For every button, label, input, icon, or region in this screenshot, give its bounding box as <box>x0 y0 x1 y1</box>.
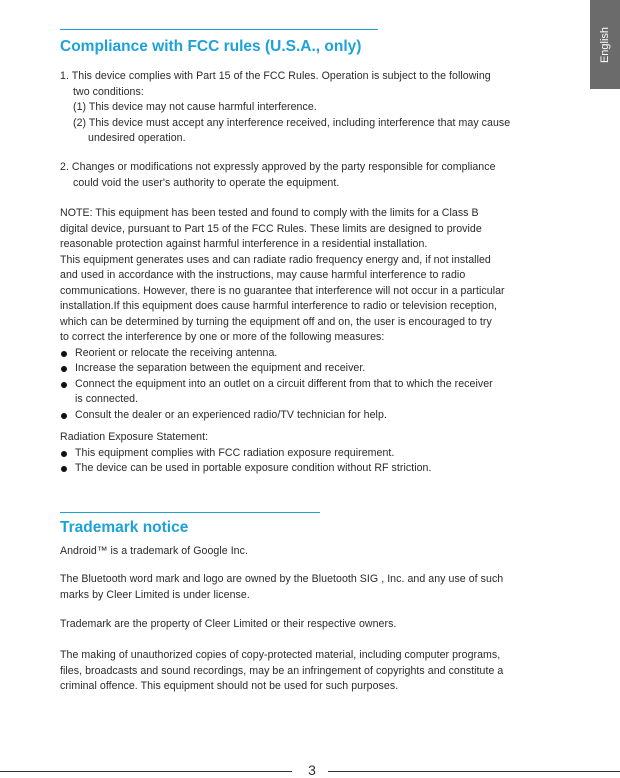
language-tab-label: English <box>599 26 611 63</box>
measure-item <box>60 377 570 393</box>
trademark-divider <box>60 512 320 513</box>
measure-item <box>60 361 570 377</box>
measure-item <box>60 408 570 424</box>
text-line: The making of unauthorized copies of copy-protected material, including computer programs, <box>60 649 501 661</box>
radiation-statement <box>60 430 570 477</box>
trademark-bluetooth <box>60 572 570 603</box>
text-line: Android™ is a trademark of Google Inc. <box>60 545 248 557</box>
text-line: installation.If this equipment does cause harmful interference to radio or television reception, <box>60 300 498 312</box>
fcc-item-1 <box>60 69 570 147</box>
measure-text: Increase the separation between the equipment and receiver. <box>75 362 366 374</box>
measure-continuation: is connected. <box>75 393 139 405</box>
text-line: reasonable protection against harmful interference in a residential installation. <box>60 238 428 250</box>
bullet-icon <box>61 351 67 357</box>
footer-rule-right <box>328 771 620 772</box>
bullet-icon <box>61 466 67 472</box>
radiation-title: Radiation Exposure Statement: <box>60 431 209 443</box>
bullet-icon <box>61 451 67 457</box>
text-line: communications. However, there is no guarantee that interference will not occur in a particular <box>60 284 505 297</box>
measure-text: Reorient or relocate the receiving antenna. <box>75 346 278 359</box>
text-line: and used in accordance with the instructions, may cause harmful interference to radio <box>60 269 466 281</box>
text-line: files, broadcasts and sound recordings, may be an infringement of copyrights and constitute a <box>60 664 504 677</box>
page-number: 3 <box>300 762 324 778</box>
bullet-icon <box>61 413 67 419</box>
text-line: marks by Cleer Limited is under license. <box>60 588 250 601</box>
trademark-property <box>60 617 570 633</box>
radiation-item <box>60 446 570 462</box>
text-line: to correct the interference by one or more of the following measures: <box>60 331 385 343</box>
text-line: This equipment generates uses and can radiate radio frequency energy and, if not installed <box>60 253 491 266</box>
radiation-text: This equipment complies with FCC radiation exposure requirement. <box>75 446 395 459</box>
text-line: The Bluetooth word mark and logo are owned by the Bluetooth SIG , Inc. and any use of such <box>60 573 504 585</box>
text-line: undesired operation. <box>88 132 186 144</box>
radiation-text: The device can be used in portable exposure condition without RF striction. <box>75 462 432 474</box>
fcc-heading: Compliance with FCC rules (U.S.A., only) <box>60 38 362 55</box>
text-line: (2) This device must accept any interference received, including interference that may cause <box>73 116 511 129</box>
text-line: Trademark are the property of Cleer Limited or their respective owners. <box>60 618 397 630</box>
language-tab <box>590 0 620 89</box>
text-line: NOTE: This equipment has been tested and found to comply with the limits for a Class B <box>60 207 479 219</box>
measure-text: Consult the dealer or an experienced radio/TV technician for help. <box>75 408 387 421</box>
text-line: criminal offence. This equipment should not be used for such purposes. <box>60 680 399 692</box>
measure-text: Connect the equipment into an outlet on a circuit different from that to which the receiver <box>75 377 493 390</box>
text-line: digital device, pursuant to Part 15 of the FCC Rules. These limits are designed to provide <box>60 222 482 235</box>
bullet-icon <box>61 382 67 388</box>
trademark-heading: Trademark notice <box>60 519 189 536</box>
text-line: two conditions: <box>73 85 144 98</box>
text-line: could void the user's authority to operate the equipment. <box>73 176 340 189</box>
text-line: 2. Changes or modifications not expressly approved by the party responsible for compliance <box>60 161 496 173</box>
bullet-icon <box>61 366 67 372</box>
radiation-item <box>60 461 570 477</box>
trademark-android <box>60 544 570 560</box>
footer-rule-left <box>0 771 292 772</box>
measure-item <box>60 346 570 362</box>
fcc-divider <box>60 29 378 30</box>
text-line: which can be determined by turning the equipment off and on, the user is encouraged to try <box>60 315 492 328</box>
fcc-item-2 <box>60 160 570 191</box>
text-line: (1) This device may not cause harmful interference. <box>73 101 317 113</box>
text-line: 1. This device complies with Part 15 of the FCC Rules. Operation is subject to the following <box>60 70 491 82</box>
trademark-copyright <box>60 648 570 695</box>
fcc-note <box>60 206 570 423</box>
